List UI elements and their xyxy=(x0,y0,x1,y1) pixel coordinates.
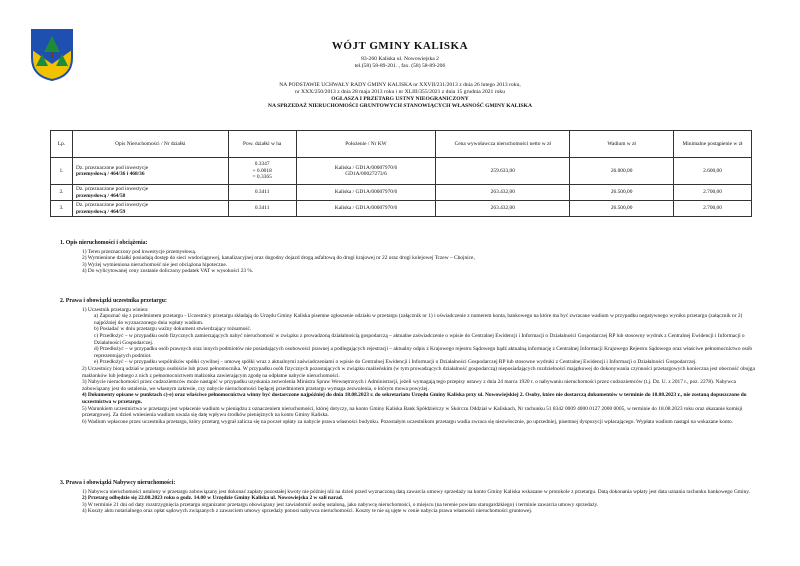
list-item: 5) Warunkiem uczestnictwa w przetargu jest wpłacenie wadium w pieniądzu z oznaczeniem nieruchomości, której dotyczy, na konto Gminy Kaliska Bank Spółdzielczy w Skórczu Oddział w Kaliskach, Nr rachunku 51 8342 0009 4000 0127 2000 0005, w terminie do 18.08.2023 roku oraz okazanie komisji przetargowej. Za dzień wniesienia wadium uważa się datę wpływu środków pieniężnych na konto Gminy Kaliska. xyxy=(82,405,743,419)
list-item: 6) Wadium wpłacone przez uczestnika przetargu, który przetarg wygrał zalicza się na poczet opłaty za nabycie prawa własności budynku. Pozostałym uczestnikom przetargu wadia zwraca się niezwłocznie, po uprzedniej, pisemnej dyspozycji wpłacającego. Wypłata wadium nastąpi na wskazane konto. xyxy=(82,418,734,425)
contact-line: tel.(58) 58-89-201. , fax. (58) 58-89-206 xyxy=(354,63,446,69)
notice-line-3: OGŁASZA I PRZETARG USTNY NIEOGRANICZONY xyxy=(331,96,469,102)
notice-line-2: nr XXX/250/2013 z dnia 28 maja 2013 roku i nr XLIII/355/2021 z dnia 15 grudnia 2021 roku xyxy=(294,89,506,95)
cell-lp: 3. xyxy=(51,201,73,217)
pow-line: 0.3347 xyxy=(254,161,270,168)
list-item: 3) W terminie 21 dni od daty rozstrzygnięcia przetargu organizator przetargu obowiązany jest zawiadomić osobę ustaloną, jako nabywcę nieruchomości, o miejscu (na terenie powiatu starogardzkiego) i terminie zawarcia umowy sprzedaży. xyxy=(82,501,599,508)
cell-postapienie: 2.600,00 xyxy=(674,158,752,185)
cell-postapienie: 2.700,00 xyxy=(674,201,752,217)
sub-list-item: d) Przedłożyć – w przypadku osób prawnych oraz innych podmiotów nie posiadających osobowości prawnej a podlegających rejestracji – aktualny odpis z Krajowego rejestru Sądowego bądź aktualną informację z Centralnej Informacji Krajowego Rejestru Sądowego oraz właściwe pełnomocnictwo osób reprezentujących podmiot. xyxy=(94,346,753,359)
header-polozenie: Położenie / Nr KW xyxy=(296,131,436,158)
opis-line: przemysłową / 464/59 xyxy=(75,208,126,215)
header-opis: Opis Nieruchomości / Nr działki xyxy=(72,131,228,158)
section-heading: 3. Prawa i obowiązki Nabywcy nieruchomości: xyxy=(60,480,176,486)
section-heading: 2. Prawa i obowiązki uczestnika przetargu: xyxy=(60,298,167,304)
list-item xyxy=(82,313,760,366)
cell-wadium: 26.500,00 xyxy=(570,185,674,201)
kw-line: Kaliska / GD1A/00007970/6 xyxy=(334,164,398,171)
list-item: 4) Dokumenty opisane w punktach c)-e) oraz właściwe pełnomocnictwa winny być dostarczone najpóźniej do dnia 18.08.2023 r. do sekretariatu Urzędu Gminy Kaliska przy ul. Nowowiejskiej 2. Osoby, które nie dostarczą dokumentów w terminie do 18.08.2023 r., nie zostaną dopuszczone do uczestnictwa w przetargu. xyxy=(82,392,747,405)
notice-line-4: NA SPRZEDAŻ NIERUCHOMOŚCI GRUNTOWYCH STANOWIĄCYCH WŁASNOŚĆ GMINY KALISKA xyxy=(267,103,533,109)
notice-line-1: NA PODSTAWIE UCHWAŁY RADY GMINY KALISKA nr XXVII/231/2013 z dnia 26 lutego 2013 roku, xyxy=(279,82,521,88)
list-item: 2) Wymienione działki posiadają dostęp do sieci wodociągowej, kanalizacyjnej oraz dogodny dojazd drogą asfaltową do drogi krajowej nr 22 oraz drogi kolejowej Tczew – Chojnice, xyxy=(82,255,475,262)
list-item: 1) Teren przeznaczony pod inwestycje przemysłową. xyxy=(82,248,197,255)
opis-line: przemysłową / 464/58 xyxy=(75,192,126,199)
section-prawa-nabywcy xyxy=(60,480,760,515)
cell-kw: Kaliska / GD1A/00007970/6 xyxy=(296,201,436,217)
address-block xyxy=(200,56,600,70)
list-item: 4) Do wylicytowanej ceny zostanie doliczony podatek VAT w wysokości 23 %. xyxy=(82,268,254,275)
section-heading: 1. Opis nieruchomości i obciążenia: xyxy=(60,240,148,246)
cell-lp: 2. xyxy=(51,185,73,201)
header-cena: Cena wywoławcza nieruchomości netto w zł xyxy=(436,131,570,158)
cell-lp: 1. xyxy=(51,158,73,185)
cell-pow: 0.3411 xyxy=(228,185,296,201)
cell-postapienie: 2.700,00 xyxy=(674,185,752,201)
sub-list-item: a) Zapoznać się z przedmiotem przetargu - Uczestnicy przetargu składają do Urzędu Gminy Kaliska pisemne zgłoszenie udziału w przetargu (załącznik nr 1) i oświadczenie z numerem konta, bankowego na które ma być zwracane wadium w przypadku negatywnego wyniku przetargu (załącznik nr 2) najpóźniej do wyznaczonego dnia wpłaty wadium. xyxy=(94,313,743,326)
cell-opis xyxy=(72,158,228,185)
list-item: 3) Nabycie nieruchomości przez cudzoziemców może nastąpić w przypadku uzyskania zezwolenia Ministra Spraw Wewnętrznych i Administracji, jeżeli wymagają tego przepisy ustawy z dnia 24 marca 1920 r. o nabywaniu nieruchomości przez cudzoziemców (t.j. Dz. U. z 2017 r., poz. 2278). Nabywca zobowiązany jest do ustalenia, we własnym zakresie, czy nabycie nieruchomości będącej przedmiotem przetargu wymaga zezwolenia, o którym mowa powyżej. xyxy=(82,379,736,392)
pow-line: = 0.3365 xyxy=(252,174,272,181)
cell-kw xyxy=(296,158,436,185)
opis-line: przemysłową / 464/36 i 468/36 xyxy=(75,171,145,177)
header-wadium: Wadium w zł xyxy=(570,131,674,158)
cell-opis xyxy=(72,201,228,217)
cell-pow: 0.3411 xyxy=(228,201,296,217)
list-item: 2) Przetarg odbędzie się 22.08.2023 roku o godz. 14.00 w Urzędzie Gminy Kaliska ul. Nowowiejska 2 w sali narad. xyxy=(82,495,344,502)
pow-line: + 0.0018 xyxy=(252,167,272,174)
cell-opis xyxy=(72,185,228,201)
property-table xyxy=(50,130,752,217)
table-row xyxy=(51,185,752,201)
coat-of-arms-icon xyxy=(30,28,74,82)
header-lp: Lp. xyxy=(51,131,73,158)
cell-cena: 259.633,00 xyxy=(436,158,570,185)
opis-line: Dz. przeznaczone pod inwestycje xyxy=(75,164,149,171)
list-item: 4) Koszty aktu notarialnego oraz opłat sądowych związanych z zawarciem umowy sprzedaży ponosi nabywca nieruchomości. Koszty te nie są ujęte w cenie nabycia prawa własności nieruchomości gruntowej. xyxy=(82,508,533,515)
cell-pow xyxy=(228,158,296,185)
section-prawa-uczestnika xyxy=(60,298,760,425)
opis-line: Dz. przeznaczone pod inwestycje xyxy=(75,202,149,209)
table-header-row xyxy=(51,131,752,158)
address-line: 83-260 Kaliska ul. Nowowiejska 2 xyxy=(361,56,439,62)
table-row xyxy=(51,201,752,217)
list-item: 1) Nabywca nieruchomości ustalony w przetargu zobowiązany jest dokonać zapłaty pozostałej kwoty nie później niż na dzień przed wyznaczoną datą zawarcia umowy sprzedaży na konto Gminy Kaliska wskazane w protokole z przetargu. Datą dokonania wpłaty jest data uznania rachunku bankowego Gminy. xyxy=(82,488,750,495)
section-opis xyxy=(60,240,760,275)
list-item: 1) Uczestnik przetargu winien: xyxy=(82,306,149,313)
header-postapienie: Minimalne postąpienie w zł xyxy=(674,131,752,158)
cell-wadium: 26.500,00 xyxy=(570,201,674,217)
opis-line: Dz. przeznaczone pod inwestycje xyxy=(75,186,149,193)
header-pow: Pow. działki w ha xyxy=(228,131,296,158)
list-item: 2) Uczestnicy biorą udział w przetargu osobiście lub przez pełnomocnika. W przypadku osób fizycznych pozostających w związku małżeńskim (w tym prowadzących działalność gospodarczą) nieposiadających rozdzielności majątkowej do dokonywania czynności przetargowych konieczna jest obecność obojga małżonków lub jednego z nich z pełnomocnictwem małżonka zawierającym zgodę na odpłatne nabycie nieruchomości. xyxy=(82,365,755,379)
sub-list-item: e) Przedłożyć – w przypadku wspólników spółki cywilnej – umowę spółki wraz z aktualnymi zaświadczeniami o wpisie do Centralnej Ewidencji i Informacji o Działalności Gospodarczej RP lub stosowne wydruki z Centralnej Ewidencji i Informacji o Działalności Gospodarczej. xyxy=(94,359,697,366)
kw-line: GD1A/00027273/6 xyxy=(345,171,387,177)
table-row xyxy=(51,158,752,185)
sub-list-item: c) Przedłożyć – w przypadku osób fizycznych zamierzających nabyć nieruchomość w związku z prowadzoną działalnością gospodarczą – aktualne zaświadczenie o wpisie do Centralnej Ewidencji i Informacji o Działalności Gospodarczej RP lub stosowny wydruk z Centralnej Ewidencji i Informacji o Działalności Gospodarczej. xyxy=(94,332,745,346)
sub-list xyxy=(94,313,760,366)
cell-cena: 263.432,00 xyxy=(436,185,570,201)
cell-wadium: 26.000,00 xyxy=(570,158,674,185)
list-item: 3) Wyżej wymieniona nieruchomość nie jest obciążona hipoteczne. xyxy=(82,261,228,268)
notice-block xyxy=(150,82,650,110)
cell-kw: Kaliska / GD1A/00007970/6 xyxy=(296,185,436,201)
cell-cena: 263.432,00 xyxy=(436,201,570,217)
sub-list-item: b) Posiadać w dniu przetargu ważny dokument stwierdzający tożsamość. xyxy=(94,326,252,333)
page-title: WÓJT GMINY KALISKA xyxy=(331,40,469,52)
